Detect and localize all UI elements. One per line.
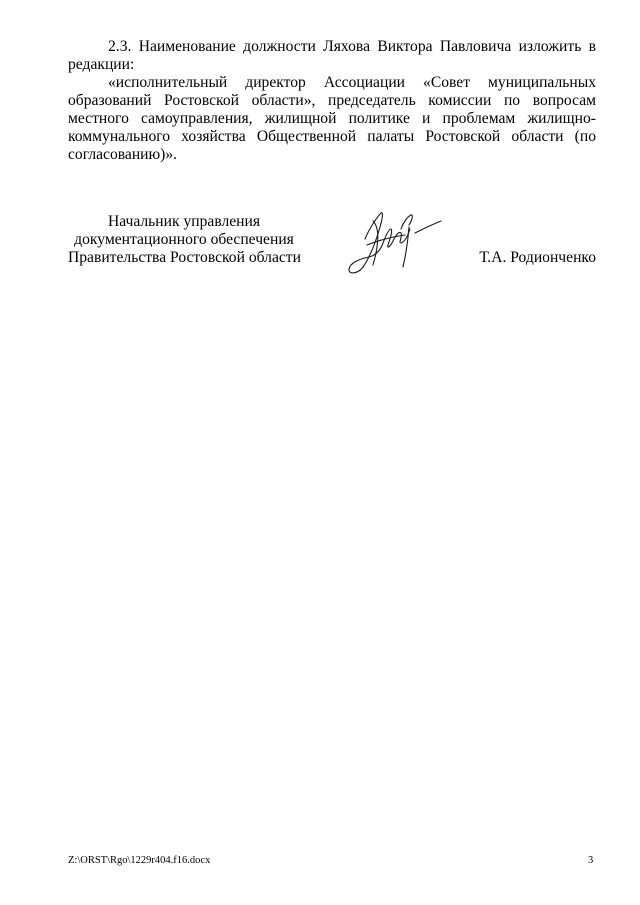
- signature-block: [68, 213, 596, 273]
- signatory-title-line: Начальник управления: [107, 213, 261, 230]
- footer-page-number: 3: [588, 855, 594, 866]
- signatory-title: [68, 213, 300, 267]
- signatory-name: Т.А. Родионченко: [479, 249, 596, 266]
- document-body: [68, 38, 596, 164]
- signatory-title-line: Правительства Ростовской области: [68, 249, 301, 266]
- signatory-title-line: документационного обеспечения: [74, 231, 294, 248]
- handwritten-signature: [343, 199, 453, 279]
- paragraph-item-2-3: 2.3. Наименование должности Ляхова Виктора Павловича изложить в редакции:: [68, 38, 596, 73]
- footer-file-path: Z:\ORST\Rgo\1229r404.f16.docx: [68, 855, 211, 866]
- paragraph-new-wording: «исполнительный директор Ассоциации «Совет муниципальных образований Ростовской области», председатель комиссии по вопросам местного самоуправления, жилищной политике и проблемам жилищно-коммунального хозяйства Общественной палаты Ростовской области (по согласованию)».: [68, 74, 596, 163]
